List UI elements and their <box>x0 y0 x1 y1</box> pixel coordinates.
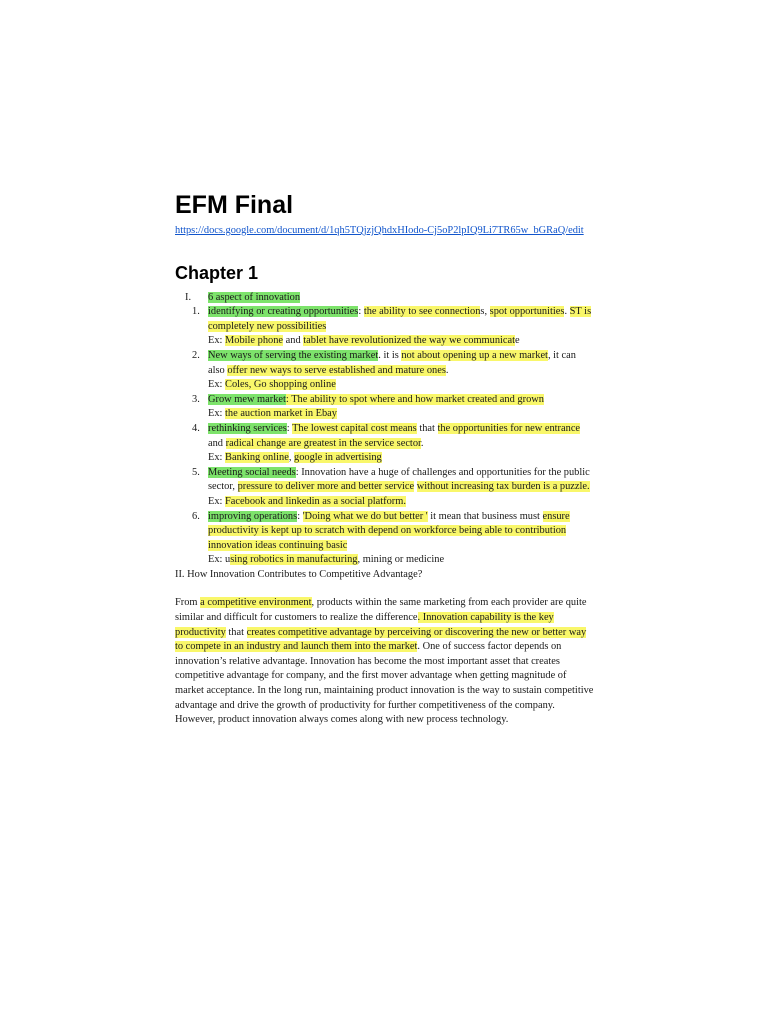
item-example <box>208 407 595 422</box>
text-run: Ex: <box>208 408 226 420</box>
google-docs-link[interactable]: https://docs.google.com/document/d/1qh5TQjzjQhdxHIodo-Cj5oP2lpIQ9Li7TR65w_bGRaQ/edit <box>175 225 584 236</box>
body-paragraph <box>175 596 595 727</box>
green-highlight-run: identifying or creating opportunities <box>208 306 359 318</box>
item-text <box>208 349 595 378</box>
text-run: and <box>283 335 304 347</box>
text-run: Ex: u <box>208 554 231 566</box>
yellow-highlight-run: the opportunities for new entrance <box>437 422 581 434</box>
text-run: . <box>564 306 570 318</box>
item-text <box>208 510 595 554</box>
text-run: . it is <box>378 349 402 361</box>
item-text <box>208 422 595 451</box>
text-run: Ex: <box>208 495 226 507</box>
item-text <box>208 466 595 495</box>
list-number: 2. <box>192 349 200 361</box>
section-1-title: 6 aspect of innovation <box>208 291 301 303</box>
item-example <box>208 334 595 349</box>
yellow-highlight-run: tablet have revolutionized the way we communicat <box>303 335 516 347</box>
list-item <box>175 393 595 422</box>
yellow-highlight-run: radical change are greatest in the service sector <box>225 437 421 449</box>
document-page <box>175 188 595 728</box>
list-number: 6. <box>192 510 200 522</box>
text-run: , <box>288 452 295 464</box>
green-highlight-run: Grow mew market <box>208 393 286 405</box>
yellow-highlight-run: offer new ways to serve established and mature ones <box>227 364 446 376</box>
yellow-highlight-run: Facebook and linkedin as a social platform. <box>225 495 406 507</box>
yellow-highlight-run: sing robotics in manufacturing <box>230 554 358 566</box>
item-example <box>208 553 595 568</box>
text-run: s, <box>480 306 490 318</box>
green-highlight-run: Meeting social needs <box>208 466 296 478</box>
item-example <box>208 378 595 393</box>
list-item <box>175 349 595 393</box>
yellow-highlight-run: creates competitive advantage by perceiving or discovering the new or better way to compete in an industry and launch them into the market <box>175 626 587 653</box>
text-run: . <box>445 364 449 376</box>
chapter-heading: Chapter 1 <box>175 262 259 283</box>
yellow-highlight-run: . Innovation capability is the key productivity <box>175 612 554 638</box>
section-1-heading <box>175 291 595 306</box>
yellow-highlight-run: Mobile phone <box>225 335 284 347</box>
text-run: : Innovation have a huge of challenges and opportunities for the public sector, <box>208 466 590 493</box>
yellow-highlight-run: without increasing tax burden is a puzzle. <box>416 481 590 493</box>
list-item <box>175 305 595 349</box>
yellow-highlight-run: : The ability to spot where and how market created and grown <box>285 393 544 405</box>
section-1-marker: I. <box>185 291 192 303</box>
list-item <box>175 466 595 510</box>
yellow-highlight-run: not about opening up a new market <box>401 349 548 361</box>
text-run: . One of success factor depends on innovation’s relative advantage. Innovation has become the most important asset that creates competitive advantage for company, and the first mover advantage when getting magnitude of market acceptance. In the long run, maintaining product innovation is the way to sustain competitive advantage and drive the growth of productivity for further competitiveness of the company. However, product innovation always comes along with new process technology. <box>175 641 594 726</box>
list-number: 4. <box>192 422 200 434</box>
item-example <box>208 451 595 466</box>
text-run: From <box>175 597 201 609</box>
document-title: EFM Final <box>175 191 294 219</box>
yellow-highlight-run: The lowest capital cost means <box>292 422 417 434</box>
aspect-list <box>175 305 595 568</box>
item-text <box>208 305 595 334</box>
text-run: e <box>515 335 520 347</box>
green-highlight-run: rethinking services <box>208 422 287 434</box>
yellow-highlight-run: pressure to deliver more and better service <box>237 481 415 493</box>
text-run: , mining or medicine <box>357 554 445 566</box>
yellow-highlight-run: google in advertising <box>294 452 382 464</box>
item-example <box>208 495 595 510</box>
yellow-highlight-run: the auction market in Ebay <box>225 408 337 420</box>
yellow-highlight-run: ST is completely new possibilities <box>208 306 592 332</box>
text-run: that <box>225 626 247 638</box>
list-number: 1. <box>192 306 200 318</box>
text-run: : <box>286 422 293 434</box>
text-run: it mean that business must <box>427 510 543 522</box>
list-number: 5. <box>192 466 200 478</box>
green-highlight-run: improving operations <box>208 510 298 522</box>
text-run: that <box>416 422 438 434</box>
text-run: : <box>297 510 303 522</box>
yellow-highlight-run: spot opportunities <box>489 306 565 318</box>
section-2-heading: II. How Innovation Contributes to Competitive Advantage? <box>175 568 423 580</box>
yellow-highlight-run: ensure productivity is kept up to scratch with depend on workforce being able to contribution innovation ideas continuing basic <box>208 510 570 551</box>
text-run: . <box>420 437 424 449</box>
list-item <box>175 422 595 466</box>
yellow-highlight-run: Coles, Go shopping online <box>225 379 336 391</box>
text-run: Ex: <box>208 335 226 347</box>
text-run: Ex: <box>208 452 226 464</box>
text-run: : <box>358 306 364 318</box>
list-number: 3. <box>192 393 200 405</box>
text-run: , products within the same marketing from each provider are quite similar and difficult for customers to realize the difference <box>175 597 587 624</box>
text-run: Ex: <box>208 379 226 391</box>
list-item <box>175 510 595 568</box>
text-run: and <box>208 437 226 449</box>
yellow-highlight-run: 'Doing what we do but better ' <box>302 510 428 522</box>
text-run: , it can also <box>208 349 576 376</box>
yellow-highlight-run: a competitive environment <box>200 597 312 609</box>
yellow-highlight-run: the ability to see connection <box>363 306 481 318</box>
yellow-highlight-run: Banking online <box>225 452 289 464</box>
green-highlight-run: New ways of serving the existing market <box>208 349 379 361</box>
item-text <box>208 393 595 408</box>
